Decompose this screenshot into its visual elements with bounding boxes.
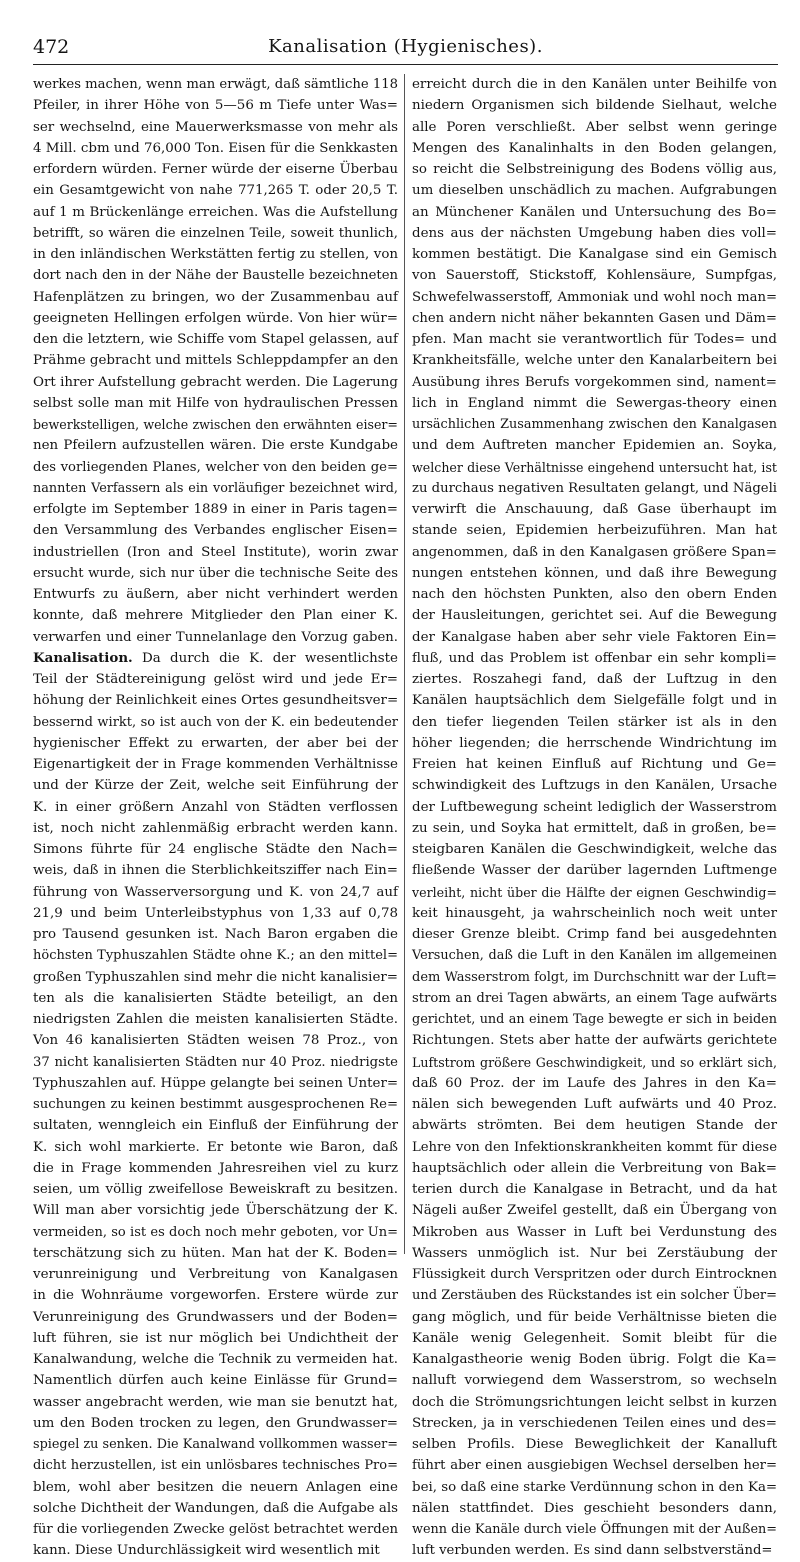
text-line: selbst solle man mit Hilfe von hydraulischen Pressen xyxy=(33,395,398,411)
text-line: und dem Auftreten mancher Epidemien an. Soyka, xyxy=(412,438,777,454)
text-line: kann. Diese Undurchlässigkeit wird wesentlich mit xyxy=(33,1543,380,1559)
text-line: K. in einer größern Anzahl von Städten verflossen xyxy=(33,799,398,815)
text-line: sultaten, wenngleich ein Einfluß der Einführung der xyxy=(33,1118,398,1134)
text-line: Typhuszahlen auf. Hüppe gelangte bei seinen Unter= xyxy=(33,1075,399,1091)
text-line: der Luftbewegung scheint lediglich der Wasserstrom xyxy=(412,799,777,815)
text-line: Versuchen, daß die Luft in den Kanälen im allgemeinen xyxy=(412,948,777,964)
text-line: die in Frage kommenden Jahresreihen viel zu kurz xyxy=(33,1160,398,1176)
text-line: nungen entstehen können, und daß ihre Bewegung xyxy=(412,565,777,581)
text-line: spiegel zu senken. Die Kanalwand vollkommen wasser= xyxy=(33,1437,398,1452)
text-line: steigbaren Kanälen die Geschwindigkeit, welche das xyxy=(412,842,777,857)
text-line: vermeiden, so ist es doch noch mehr geboten, vor Un= xyxy=(33,1224,398,1240)
text-line: von Sauerstoff, Stickstoff, Kohlensäure, Sumpfgas, xyxy=(412,268,777,284)
text-line: in die Wohnräume vorgeworfen. Erstere würde zur xyxy=(33,1288,398,1304)
entry-headword: Kanalisation. xyxy=(33,649,133,666)
running-title: Kanalisation (Hygienisches). xyxy=(268,36,543,57)
text-line: Luftstrom größere Geschwindigkeit, und so erklärt sich, xyxy=(412,1054,777,1070)
text-line: welcher diese Verhältnisse eingehend untersucht hat, ist xyxy=(412,459,777,475)
text-line: Kanälen hauptsächlich dem Sielgefälle folgt und in xyxy=(412,693,777,709)
text-line: doch die Strömungsrichtungen leicht selbst in kurzen xyxy=(412,1394,777,1410)
text-line: blem, wohl aber besitzen die neuern Anlagen eine xyxy=(33,1479,398,1495)
text-line: K. sich wohl markierte. Er betonte wie Baron, daß xyxy=(33,1139,398,1155)
text-line: Krankheitsfälle, welche unter den Kanalarbeitern bei xyxy=(412,353,777,369)
text-line: verunreinigung und Verbreitung von Kanalgasen xyxy=(33,1267,398,1282)
text-line: werkes machen, wenn man erwägt, daß sämtliche 118 xyxy=(33,77,399,92)
text-line: Kanalisation. Da durch die K. der wesentlichste xyxy=(33,649,398,666)
text-line: gerichtet, und an einem Tage bewegte er sich in beiden xyxy=(412,1012,777,1027)
text-line: dort nach den in der Nähe der Baustelle bezeichneten xyxy=(33,268,398,284)
text-line: Verunreinigung des Grundwassers und der Boden= xyxy=(33,1309,398,1325)
text-line: des vorliegenden Planes, welcher von den beiden ge= xyxy=(33,459,398,475)
text-line: verwirft die Anschauung, daß Gase überhaupt im xyxy=(412,502,777,517)
text-line: terien durch die Kanalgase in Betracht, und da hat xyxy=(412,1182,777,1197)
text-line: stande seien, Epidemien herbeizuführen. Man hat xyxy=(412,523,777,539)
text-line: geeigneten Hellingen erfolgen würde. Von hier wür= xyxy=(33,310,398,326)
text-line: daß 60 Proz. der im Laufe des Jahres in den Ka= xyxy=(412,1075,777,1091)
text-line: zu durchaus negativen Resultaten gelangt, und Nägeli xyxy=(412,480,777,496)
text-line: verleiht, nicht über die Hälfte der eignen Geschwindig= xyxy=(412,884,777,900)
text-line: fließende Wasser der darüber lagernden Luftmenge xyxy=(412,863,777,879)
text-line: um den Boden trocken zu legen, den Grundwasser= xyxy=(33,1415,398,1431)
text-line: luft verbunden werden. Es sind dann selbstverständ= xyxy=(412,1543,773,1559)
text-line: nannten Verfassern als ein vorläufiger bezeichnet wird, xyxy=(33,480,398,496)
text-line: alle Poren verschließt. Aber selbst wenn geringe xyxy=(412,119,777,135)
text-line: führung von Wasserversorgung und K. von 24,7 auf xyxy=(33,884,398,900)
text-line: luft führen, sie ist nur möglich bei Undichtheit der xyxy=(33,1330,398,1346)
text-line: keit hinausgeht, ja wahrscheinlich noch weit unter xyxy=(412,905,777,921)
text-line: Kanäle wenig Gelegenheit. Somit bleibt für die xyxy=(412,1330,777,1346)
text-line: Strecken, ja in verschiedenen Teilen eines und des= xyxy=(412,1415,777,1431)
text-line: Ort ihrer Aufstellung gebracht werden. Die Lagerung xyxy=(33,374,398,390)
text-line: strom an drei Tagen abwärts, an einem Tage aufwärts xyxy=(412,990,777,1006)
column-divider xyxy=(404,74,405,1254)
text-line: Von 46 kanalisierten Städten weisen 78 Proz., von xyxy=(33,1033,398,1049)
text-line: dem Wasserstrom folgt, im Durchschnitt war der Luft= xyxy=(412,969,777,985)
right-text-column xyxy=(412,74,778,1559)
text-line: Will man aber vorsichtig jede Überschätzung der K. xyxy=(33,1203,398,1219)
text-line: Hafenplätzen zu bringen, wo der Zusammenbau auf xyxy=(33,289,398,305)
text-line: Wassers unmöglich ist. Nur bei Zerstäubung der xyxy=(412,1245,777,1261)
text-line: 4 Mill. cbm und 76,000 Ton. Eisen für die Senkkasten xyxy=(33,140,398,156)
text-line: an Münchener Kanälen und Untersuchung des Bo= xyxy=(412,204,777,220)
text-line: Teil der Städtereinigung gelöst wird und jede Er= xyxy=(33,672,398,687)
text-line: suchungen zu keinen bestimmt ausgesprochenen Re= xyxy=(33,1097,398,1112)
text-line: kommen bestätigt. Die Kanalgase sind ein Gemisch xyxy=(412,247,777,262)
text-line: nalluft vorwiegend dem Wasserstrom, so wechseln xyxy=(412,1373,777,1389)
text-line: Lehre von den Infektionskrankheiten kommt für diese xyxy=(412,1139,777,1155)
text-line: so reicht die Selbstreinigung des Bodens völlig aus, xyxy=(412,162,777,177)
text-line: Prähme gebracht und mittels Schleppdampfer an den xyxy=(33,353,399,369)
text-line: industriellen (Iron and Steel Institute), worin zwar xyxy=(33,544,398,560)
text-line: wasser angebracht werden, wie man sie benutzt hat, xyxy=(33,1394,398,1410)
text-line: niedrigsten Zahlen die meisten kanalisierten Städte. xyxy=(33,1012,398,1027)
text-line: ist, noch nicht zahlenmäßig erbracht werden kann. xyxy=(33,820,398,836)
text-line: Eigenartigkeit der in Frage kommenden Verhältnisse xyxy=(33,757,398,772)
text-line: ten als die kanalisierten Städte beteiligt, an den xyxy=(33,990,398,1006)
text-line: dicht herzustellen, ist ein unlösbares technisches Pro= xyxy=(33,1458,398,1474)
text-line: erreicht durch die in den Kanälen unter Beihilfe von xyxy=(412,77,777,92)
text-line: ziertes. Roszahegi fand, daß der Luftzug in den xyxy=(412,672,777,687)
text-line: solche Dichtheit der Wandungen, daß die Aufgabe als xyxy=(33,1500,398,1516)
text-line: schwindigkeit des Luftzugs in den Kanälen, Ursache xyxy=(412,778,777,794)
text-line: abwärts strömten. Bei dem heutigen Stande der xyxy=(412,1118,777,1134)
text-line: angenommen, daß in den Kanalgasen größere Span= xyxy=(412,544,777,560)
text-line: terschätzung sich zu hüten. Man hat der K. Boden= xyxy=(33,1245,398,1261)
text-line: erfolgte im September 1889 in einer in Paris tagen= xyxy=(33,502,398,517)
text-line: Entwurfs zu äußern, aber nicht verhindert werden xyxy=(33,587,398,602)
text-line: Kanalgastheorie wenig Boden übrig. Folgt die Ka= xyxy=(412,1352,777,1367)
text-line: nen Pfeilern aufzustellen wären. Die erste Kundgabe xyxy=(33,438,398,454)
text-line: dieser Grenze bleibt. Crimp fand bei ausgedehnten xyxy=(412,927,777,942)
text-line: Namentlich dürfen auch keine Einlässe für Grund= xyxy=(33,1373,398,1389)
text-line: Mikroben aus Wasser in Luft bei Verdunstung des xyxy=(412,1224,777,1240)
text-line: pro Tausend gesunken ist. Nach Baron ergaben die xyxy=(33,927,398,942)
text-line: konnte, daß mehrere Mitglieder den Plan einer K. xyxy=(33,608,398,624)
text-line: erfordern würden. Ferner würde der eiserne Überbau xyxy=(33,162,398,177)
text-line: ursächlichen Zusammenhang zwischen den Kanalgasen xyxy=(412,417,777,432)
text-line: Freien hat keinen Einfluß auf Richtung und Ge= xyxy=(412,757,777,772)
text-line: nälen sich bewegenden Luft aufwärts und 40 Proz. xyxy=(412,1097,777,1112)
text-line: und der Kürze der Zeit, welche seit Einführung der xyxy=(33,778,398,794)
text-line: großen Typhuszahlen sind mehr die nicht kanalisier= xyxy=(33,969,398,985)
text-line: der Kanalgase haben aber sehr viele Faktoren Ein= xyxy=(412,629,777,645)
text-line: ser wechselnd, eine Mauerwerksmasse von mehr als xyxy=(33,119,398,135)
text-line: nälen stattfindet. Dies geschieht besonders dann, xyxy=(412,1500,777,1516)
text-line: zu sein, und Soyka hat ermittelt, daß in großen, be= xyxy=(412,820,777,836)
text-line: den tiefer liegenden Teilen stärker ist als in den xyxy=(412,714,777,730)
text-line: um dieselben unschädlich zu machen. Aufgrabungen xyxy=(412,183,777,199)
text-line: bewerkstelligen, welche zwischen den erwähnten eiser= xyxy=(33,417,398,432)
text-line: fluß, und das Problem ist offenbar ein sehr kompli= xyxy=(412,650,777,666)
page-header xyxy=(33,30,778,65)
text-line: den Versammlung des Verbandes englischer Eisen= xyxy=(33,523,398,539)
text-line: höhung der Reinlichkeit eines Ortes gesundheitsver= xyxy=(33,693,399,709)
text-line: Richtungen. Stets aber hatte der aufwärts gerichtete xyxy=(412,1033,777,1049)
text-line: Pfeiler, in ihrer Höhe von 5—56 m Tiefe unter Was= xyxy=(33,98,398,114)
text-line: in den inländischen Werkstätten fertig zu stellen, von xyxy=(33,247,398,262)
text-line: wenn die Kanäle durch viele Öffnungen mit der Außen= xyxy=(412,1522,777,1537)
text-line: Nägeli außer Zweifel gestellt, daß ein Übergang von xyxy=(412,1203,777,1219)
text-line: führt aber einen ausgiebigen Wechsel derselben her= xyxy=(412,1458,777,1474)
text-line: chen andern nicht näher bekannten Gasen und Däm= xyxy=(412,310,777,326)
text-line: ersucht wurde, sich nur über die technische Seite des xyxy=(33,565,398,581)
text-line: gang möglich, und für beide Verhältnisse bieten die xyxy=(412,1309,777,1325)
text-line: der Hausleitungen, gerichtet sei. Auf die Bewegung xyxy=(412,608,777,624)
text-line: niedern Organismen sich bildende Sielhaut, welche xyxy=(412,98,777,114)
text-line: selben Profils. Diese Beweglichkeit der Kanalluft xyxy=(412,1437,777,1452)
text-line: nach den höchsten Punkten, also den obern Enden xyxy=(412,587,777,602)
text-line: 21,9 und beim Unterleibstyphus von 1,33 auf 0,78 xyxy=(33,905,398,921)
text-line: Ausübung ihres Berufs vorgekommen sind, nament= xyxy=(412,374,777,390)
text-line: bessernd wirkt, so ist auch von der K. ein bedeutender xyxy=(33,714,398,730)
text-line: Mengen des Kanalinhalts in den Boden gelangen, xyxy=(412,140,777,156)
text-line: auf 1 m Brückenlänge erreichen. Was die Aufstellung xyxy=(33,204,398,220)
text-line: hauptsächlich oder allein die Verbreitung von Bak= xyxy=(412,1160,777,1176)
text-line: seien, um völlig zweifellose Beweiskraft zu besitzen. xyxy=(33,1182,398,1197)
text-line: bei, so daß eine starke Verdünnung schon in den Ka= xyxy=(412,1479,778,1495)
page-number: 472 xyxy=(33,36,70,58)
text-line: höchsten Typhuszahlen Städte ohne K.; an den mittel= xyxy=(33,948,398,964)
text-line: verwarfen und einer Tunnelanlage den Vorzug gaben. xyxy=(33,629,398,645)
text-line: Flüssigkeit durch Verspritzen oder durch Eintrocknen xyxy=(412,1267,777,1282)
text-line: und Zerstäuben des Rückstandes ist ein solcher Über= xyxy=(412,1288,777,1304)
text-line: lich in England nimmt die Sewergas-theory einen xyxy=(412,395,777,411)
text-line: Kanalwandung, welche die Technik zu vermeiden hat. xyxy=(33,1352,398,1367)
text-line: weis, daß in ihnen die Sterblichkeitsziffer nach Ein= xyxy=(33,863,398,879)
text-line: für die vorliegenden Zwecke gelöst betrachtet werden xyxy=(33,1522,398,1537)
text-line: den die letztern, wie Schiffe vom Stapel gelassen, auf xyxy=(33,332,398,347)
text-line: betrifft, so wären die einzelnen Teile, soweit thunlich, xyxy=(33,225,398,241)
text-line: Schwefelwasserstoff, Ammoniak und wohl noch man= xyxy=(412,289,777,305)
text-line: hygienischer Effekt zu erwarten, der aber bei der xyxy=(33,735,398,751)
text-line: ein Gesamtgewicht von nahe 771,265 T. oder 20,5 T. xyxy=(33,183,398,199)
left-text-column xyxy=(33,74,399,1559)
text-line: höher liegenden; die herrschende Windrichtung im xyxy=(412,735,777,751)
text-line: dens aus der nächsten Umgebung haben dies voll= xyxy=(412,225,777,241)
text-line: pfen. Man macht sie verantwortlich für Todes= und xyxy=(412,332,777,347)
text-line: Simons führte für 24 englische Städte den Nach= xyxy=(33,842,398,857)
text-line: 37 nicht kanalisierten Städten nur 40 Proz. niedrigste xyxy=(33,1054,398,1070)
